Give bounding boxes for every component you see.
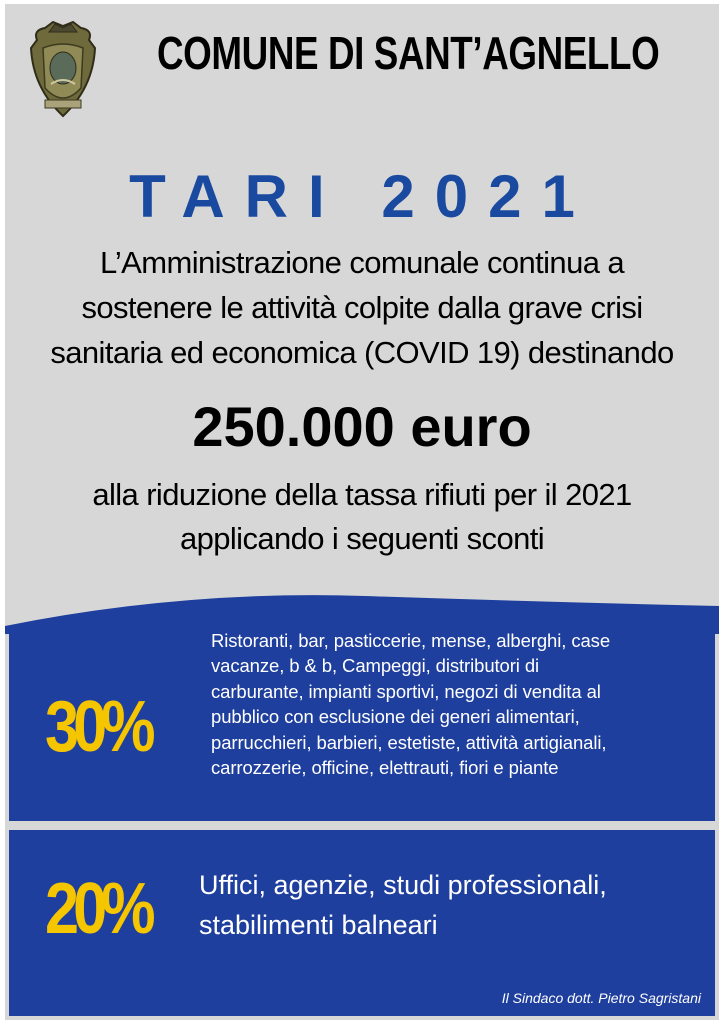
town-title: COMUNE DI SANT’AGNELLO [157, 27, 660, 79]
discount-description [211, 628, 711, 780]
tari-headline: TARI 2021 [129, 163, 595, 230]
town-crest-icon [23, 18, 103, 120]
discount-panel-30 [9, 626, 715, 821]
outro-line: applicando i seguenti sconti [179, 521, 545, 556]
intro-line: L’Amministrazione comunale continua a [99, 245, 625, 280]
outro-line: alla riduzione della tassa rifiuti per il 2021 [92, 477, 632, 512]
discount-panel-20 [9, 830, 715, 1016]
description-line: Uffici, agenzie, studi professionali, [199, 870, 607, 900]
description-line: Ristoranti, bar, pasticcerie, mense, alberghi, case [211, 630, 611, 651]
description-line: parrucchieri, barbieri, estetiste, attività artigianali, [211, 731, 607, 753]
description-line: pubblico con esclusione dei generi alimentari, [211, 706, 580, 728]
description-line: carrozzerie, officine, elettrauti, fiori e piante [211, 757, 559, 779]
discount-percent: 20% [45, 869, 150, 949]
discount-description [199, 865, 709, 945]
intro-line: sostenere le attività colpite dalla grave crisi [81, 290, 643, 325]
mayor-signature: Il Sindaco dott. Pietro Sagristani [501, 990, 701, 1006]
description-line: carburante, impianti sportivi, negozi di vendita al [211, 680, 601, 702]
poster [5, 4, 719, 1020]
description-line: vacanze, b & b, Campeggi, distributori di [211, 655, 540, 677]
description-line: stabilimenti balneari [199, 910, 438, 940]
discount-percent: 30% [45, 687, 150, 767]
intro-line: sanitaria ed economica (COVID 19) destinando [50, 335, 674, 370]
outro-text [5, 473, 719, 561]
intro-text [5, 240, 719, 375]
amount: 250.000 euro [192, 395, 532, 458]
